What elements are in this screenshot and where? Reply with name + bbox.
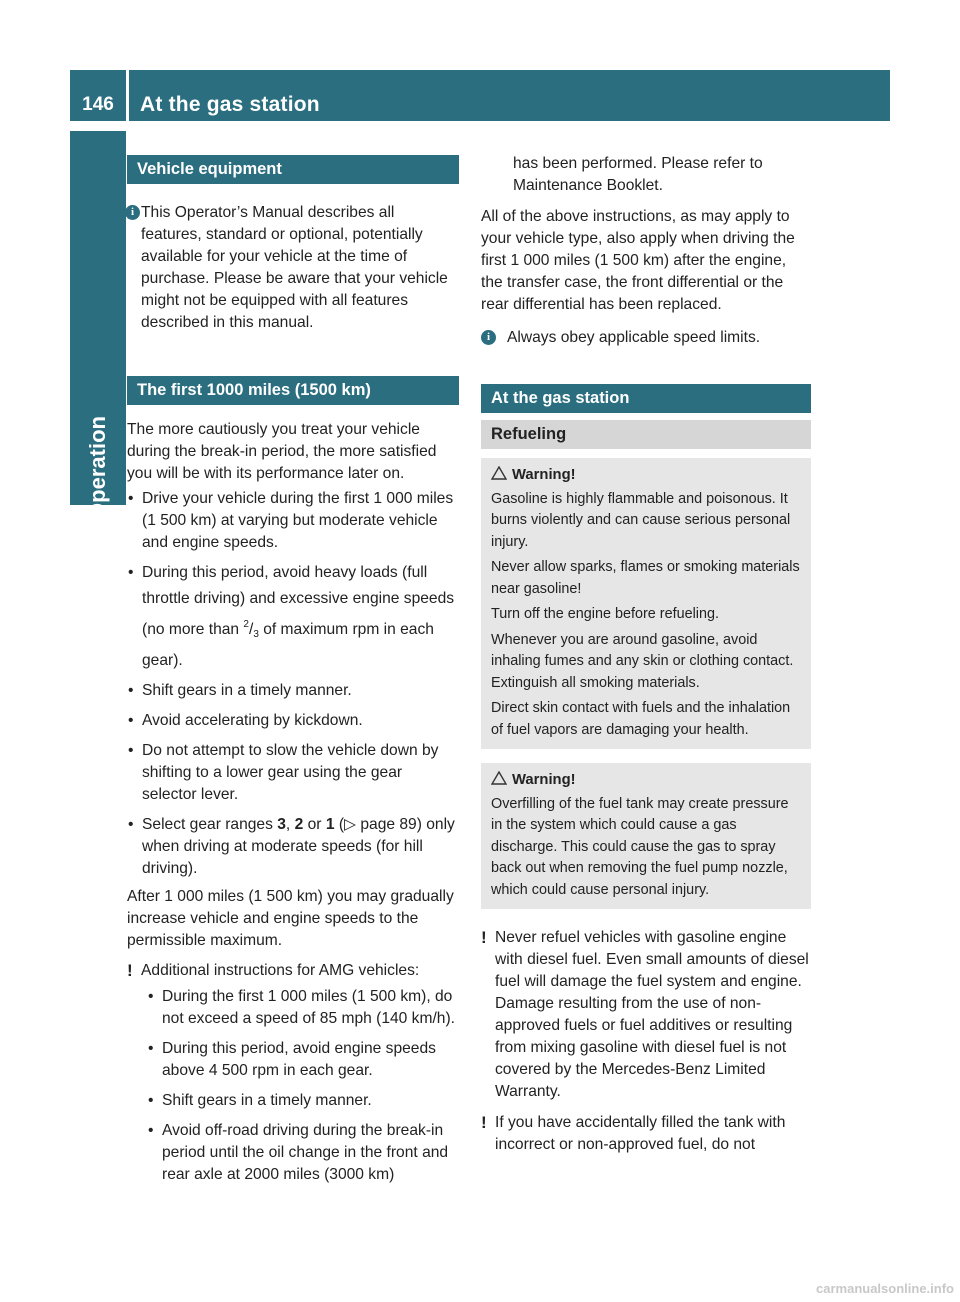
info-block	[127, 202, 459, 334]
warning-title: Warning!	[512, 772, 576, 788]
list-item: • During this period, avoid engine speeds above 4 500 rpm in each gear.	[147, 1038, 459, 1082]
gear-range-3: 3	[277, 816, 286, 833]
subsection-heading-refueling: Refueling	[481, 420, 811, 449]
warning-triangle-icon	[491, 771, 507, 793]
left-column	[127, 155, 459, 1186]
warning-text: Overfilling of the fuel tank may create pressure in the system which could cause a gas discharge. This could cause the gas to spray back out when removing the fuel pump nozzle, which could cause personal injury.	[491, 795, 789, 898]
list-item: • Drive your vehicle during the first 1 000 miles (1 500 km) at varying but moderate vehicle and engine speeds.	[127, 488, 459, 554]
note-text: If you have accidentally filled the tank with incorrect or non-approved fuel, do not	[495, 1114, 786, 1153]
info-text: This Operator’s Manual describes all features, standard or optional, potentially available for your vehicle at the time of purchase. Please be aware that your vehicle might not be equipped with all features described in this manual.	[141, 204, 448, 331]
page-number: 146	[82, 94, 114, 115]
page-header	[70, 70, 890, 121]
info-icon: i	[125, 205, 140, 220]
gear-range-1: 1	[325, 816, 335, 833]
fraction-denominator: 3	[253, 629, 259, 640]
chapter-tab-label: Operation	[85, 416, 110, 520]
after-paragraph: After 1 000 miles (1 500 km) you may gradually increase vehicle and engine speeds to the permissible maximum.	[127, 888, 454, 949]
warning-triangle-icon	[491, 466, 507, 488]
info-icon: i	[481, 330, 496, 345]
page-title: At the gas station	[140, 93, 320, 116]
header-divider	[126, 70, 129, 121]
list-item-text: Select gear ranges	[142, 816, 278, 833]
gear-range-2: 2	[294, 816, 304, 833]
warning-text: Never allow sparks, flames or smoking materials near gasoline!	[491, 559, 800, 597]
warning-title: Warning!	[512, 467, 576, 483]
list-item: • Shift gears in a timely manner.	[127, 680, 459, 702]
warning-heading	[491, 770, 801, 792]
warning-text: Whenever you are around gasoline, avoid inhaling fumes and any skin or clothing contact. Extinguish all smoking materials.	[491, 631, 794, 691]
exclamation-icon: !	[127, 961, 133, 980]
info-block	[481, 327, 811, 349]
info-text: Always obey applicable speed limits.	[507, 329, 761, 346]
warning-text: Gasoline is highly flammable and poisonous. It burns violently and can cause serious personal injury.	[491, 490, 791, 550]
warning-heading	[491, 465, 801, 487]
note-text: Additional instructions for AMG vehicles:	[141, 962, 420, 979]
fraction-slash: /	[248, 621, 254, 638]
watermark: carmanualsonline.info	[816, 1281, 954, 1296]
list-item-text: ,	[285, 816, 295, 833]
page-reference-text: (▷ page 89) only when driving at moderate speeds (for hill driving).	[142, 816, 455, 877]
intro-paragraph: The more cautiously you treat your vehicle during the break-in period, the more satisfied you will be with its performance later on.	[127, 421, 437, 482]
note-block	[127, 960, 459, 1186]
list-item: • Avoid accelerating by kickdown.	[127, 710, 459, 732]
section-heading-gas-station: At the gas station	[481, 384, 811, 413]
fraction-numerator: 2	[243, 619, 249, 630]
warning-box	[481, 458, 811, 749]
section-heading-first-miles: The first 1000 miles (1500 km)	[127, 376, 459, 405]
right-column	[481, 153, 811, 1156]
list-item: • Shift gears in a timely manner.	[147, 1090, 459, 1112]
all-above-paragraph: All of the above instructions, as may apply to your vehicle type, also apply when driving the first 1 000 miles (1 500 km) after the engine, the transfer case, the front differential or the rear differential has been replaced.	[481, 208, 795, 313]
warning-text: Turn off the engine before refueling.	[491, 606, 720, 622]
list-item-text: of maximum rpm in each gear).	[142, 621, 434, 669]
note-text: Never refuel vehicles with gasoline engine with diesel fuel. Even small amounts of diesel fuel will damage the fuel system and engine. Damage resulting from the use of non-approved fuels or fuel additives or resulting from mixing gasoline with diesel fuel is not covered by the Mercedes-Benz Limited Warranty.	[495, 929, 809, 1100]
continuation-text: has been performed. Please refer to Maintenance Booklet.	[513, 155, 763, 194]
list-item-text: During this period, avoid heavy loads (full throttle driving) and excessive engine speeds (no more than	[142, 564, 455, 638]
list-item: • Avoid off-road driving during the break-in period until the oil change in the front and rear axle at 2000 miles (3000 km)	[147, 1120, 459, 1186]
list-item	[127, 814, 459, 880]
section-heading-vehicle-equipment: Vehicle equipment	[127, 155, 459, 184]
warning-box	[481, 763, 811, 909]
list-item	[127, 560, 459, 674]
exclamation-icon: !	[481, 928, 487, 947]
warning-text: Direct skin contact with fuels and the inhalation of fuel vapors are damaging your health.	[491, 700, 791, 738]
exclamation-icon: !	[481, 1113, 487, 1132]
list-item: • During the first 1 000 miles (1 500 km), do not exceed a speed of 85 mph (140 km/h).	[147, 986, 459, 1030]
list-item-text: or	[303, 816, 326, 833]
list-item: • Do not attempt to slow the vehicle down by shifting to a lower gear using the gear selector lever.	[127, 740, 459, 806]
note-block	[481, 927, 811, 1103]
note-block	[481, 1112, 811, 1156]
